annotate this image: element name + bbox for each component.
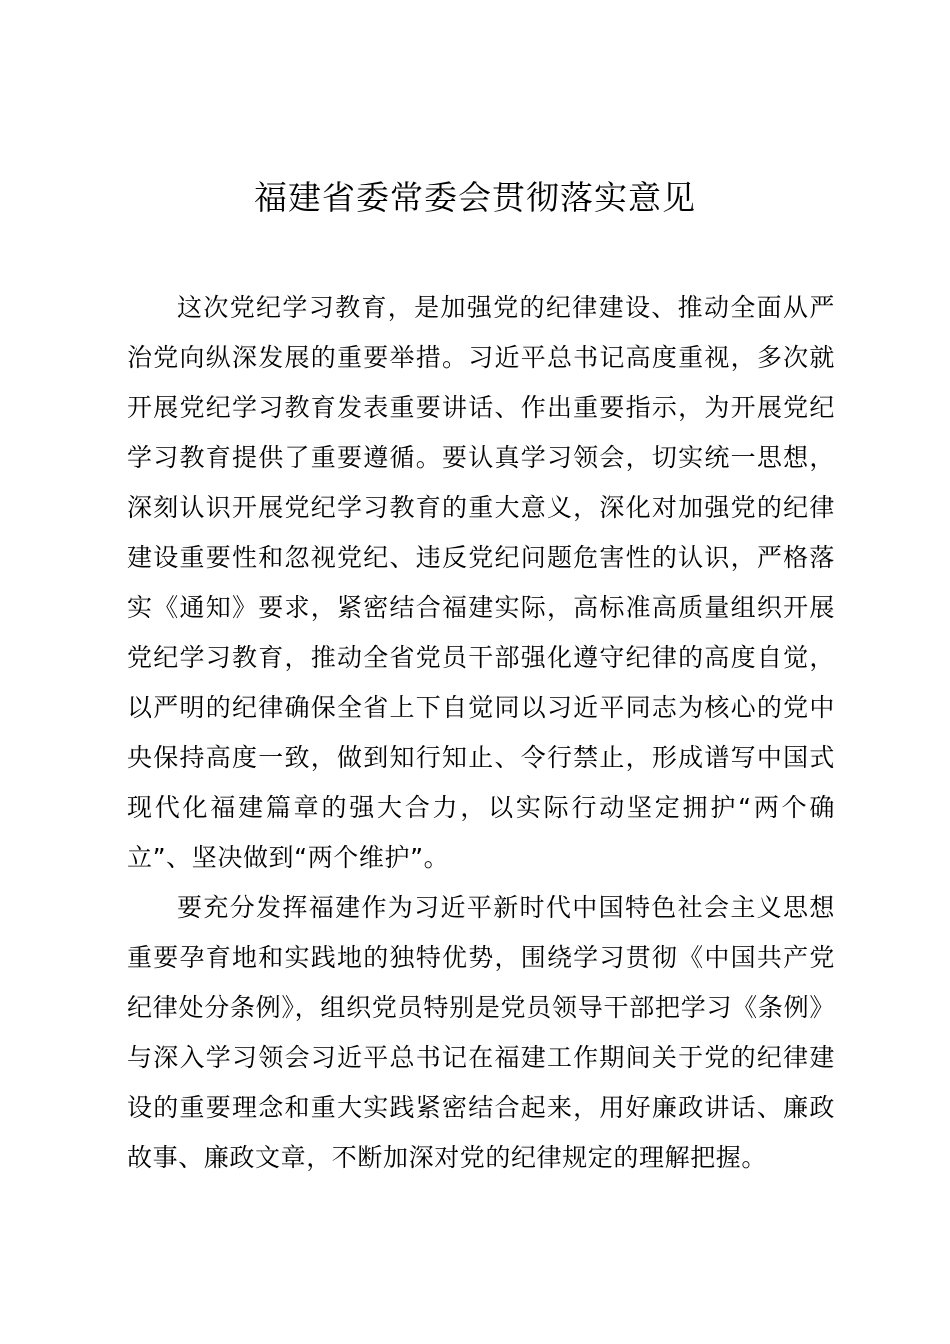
document-title: 福建省委常委会贯彻落实意见: [254, 178, 696, 217]
document-body: [127, 283, 835, 1183]
paragraph-2: 要充分发挥福建作为习近平新时代中国特色社会主义思想重要孕育地和实践地的独特优势，围绕学习贯彻《中国共产党纪律处分条例》，组织党员特别是党员领导干部把学习《条例》与深入学习领会习近平总书记在福建工作期间关于党的纪律建设的重要理念和重大实践紧密结合起来，用好廉政讲话、廉政故事、廉政文章，不断加深对党的纪律规定的理解把握。: [127, 893, 835, 1172]
paragraph-1: 这次党纪学习教育，是加强党的纪律建设、推动全面从严治党向纵深发展的重要举措。习近平总书记高度重视，多次就开展党纪学习教育发表重要讲话、作出重要指示，为开展党纪学习教育提供了重要遵循。要认真学习领会，切实统一思想，深刻认识开展党纪学习教育的重大意义，深化对加强党的纪律建设重要性和忽视党纪、违反党纪问题危害性的认识，严格落实《通知》要求，紧密结合福建实际，高标准高质量组织开展党纪学习教育，推动全省党员干部强化遵守纪律的高度自觉，以严明的纪律确保全省上下自觉同以习近平同志为核心的党中央保持高度一致，做到知行知止、令行禁止，形成谱写中国式现代化福建篇章的强大合力，以实际行动坚定拥护“两个确立”、坚决做到“两个维护”。: [127, 293, 835, 872]
